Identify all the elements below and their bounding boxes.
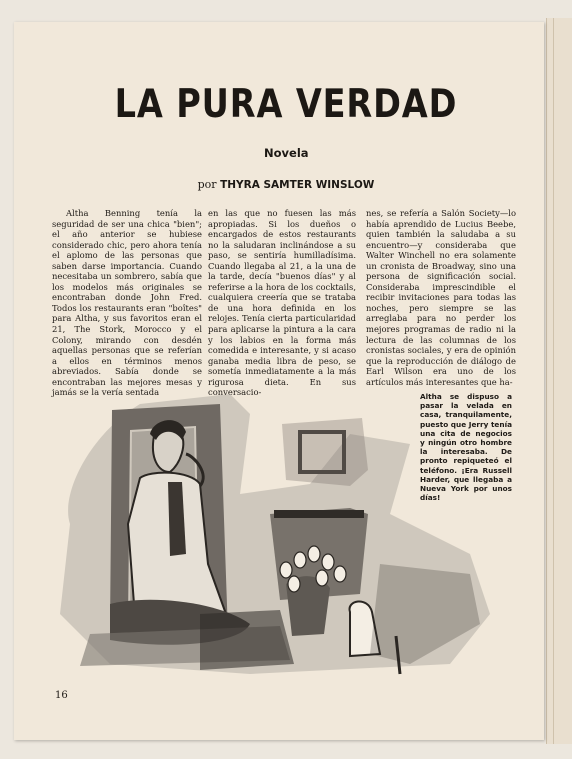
text-column-1 <box>52 208 202 398</box>
byline <box>0 178 572 191</box>
article-title: LA PURA VERDAD <box>114 82 458 127</box>
illustration-caption: Altha se dispuso a pasar la velada en casa, tranquilamente, puesto que Jerry tenía una cita de negocios y ningún otro hombre la interesaba. De pronto repiqueteó el teléfono. ¡Era Russell Harder, que llegaba a Nueva York por unos días! <box>420 392 512 503</box>
text-column-3 <box>366 208 516 387</box>
page-number: 16 <box>55 690 68 701</box>
column-1-text: Altha Benning tenía la seguridad de ser una chica "bien"; el año anterior se hubiese considerado chic, pero ahora tenía el aplomo de las personas que saben darse importancia. Cuando necesitaba un sombrero, sabía que los modelos más originales se encontraban donde John Fred. Todos los restaurants eran "boîtes" para Altha, y sus favoritos eran el 21, The Stork, Morocco y el Colony, mirando con desdén aquellas personas que se referían a ellos en términos menos abreviados. Sabía donde se encontraban las mejores mesas y jamás se la vería sentada <box>52 208 202 398</box>
column-2-text: en las que no fuesen las más apropiadas. Si los dueños o encargados de estos restaurants no la saludaran inclinándose a su paso, se sentiría humilladísima. Cuando llegaba al 21, a la una de la tarde, decía "buenos días" y al referirse a la hora de los cocktails, cualquiera creería que se trataba de una hora definida en los relojes. Tenía cierta particularidad para aplicarse la pintura a la cara y los labios en la forma más comedida e interesante, y si acaso ganaba media libra de peso, se sometía inmediatamente a la más rigurosa dieta. En sus conversacio- <box>208 208 356 398</box>
text-column-2 <box>208 208 356 398</box>
next-page-edge <box>546 18 572 744</box>
column-3-text: nes, se refería a Salón Society—lo había aprendido de Lucius Beebe, quien también la saludaba a su encuentro—y consideraba que Walter Winchell no era solamente un cronista de Broadway, sino una persona de significación social. Consideraba imprescindible el recibir invitaciones para todas las noches, pero siempre se las arreglaba para no perder los mejores programas de radio ni la lectura de las columnas de los cronistas sociales, y era de opinión que la reproducción de diálogo de Earl Wilson era uno de los artículos más interesantes que ha- <box>366 208 516 387</box>
article-subtitle: Novela <box>264 146 309 160</box>
byline-prefix: por <box>197 178 217 191</box>
author-name: THYRA SAMTER WINSLOW <box>220 179 375 191</box>
